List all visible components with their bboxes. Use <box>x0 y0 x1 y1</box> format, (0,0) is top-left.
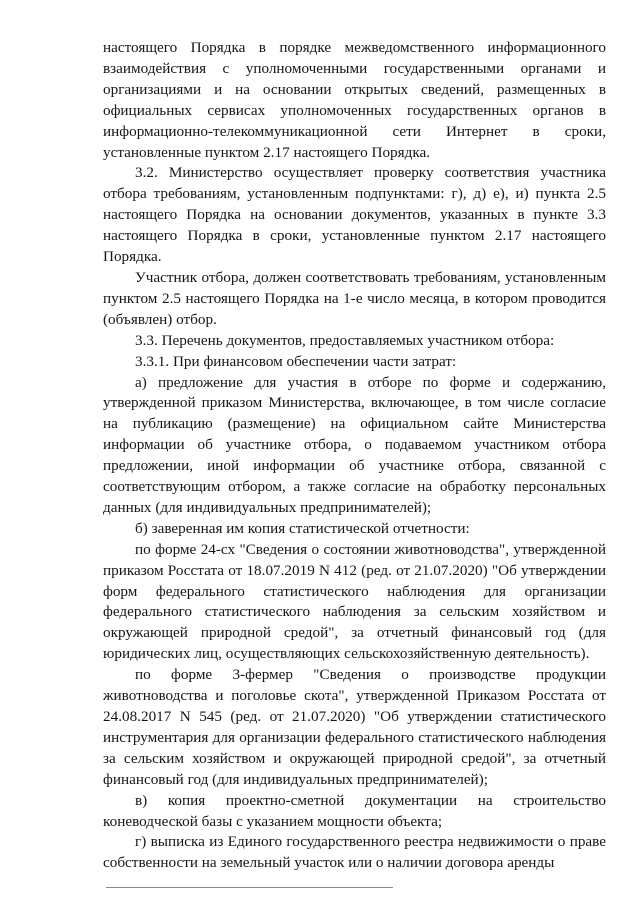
paragraph-item-b: б) заверенная им копия статистической отчетности: <box>135 519 470 537</box>
paragraph-item-v: в) копия проектно-сметной документации на строительство коневодческой базы с указанием мощности объекта; <box>103 791 606 830</box>
paragraph-form-3-fermer: по форме 3-фермер "Сведения о производстве продукции животноводства и поголовье скота", утвержденной Приказом Росстата от 24.08.2017 N 545 (ред. от 21.07.2020) "Об утверждении статистического инструментария для организации федерального статистического наблюдения за сельским хозяйством и окружающей природной средой", за отчетный финансовый год (для индивидуальных предпринимателей); <box>103 666 606 788</box>
paragraph-3-3-1: 3.3.1. При финансовом обеспечении части затрат: <box>135 352 457 370</box>
footnote-divider <box>106 887 393 888</box>
paragraph-3-3: 3.3. Перечень документов, предоставляемых участником отбора: <box>135 331 555 349</box>
paragraph-item-g: г) выписка из Единого государственного реестра недвижимости о праве собственности на земельный участок или о наличии договора аренды <box>103 833 606 872</box>
paragraph-form-24-sh: по форме 24-сх "Сведения о состоянии животноводства", утвержденной приказом Росстата от 18.07.2019 N 412 (ред. от 21.07.2020) "Об утверждении форм федерального статистического наблюдения для организации федерального статистического наблюдения за сельским хозяйством и окружающей природной средой", за отчетный финансовый год (для юридических лиц, осуществляющих сельскохозяйственную деятельность). <box>103 540 606 663</box>
paragraph-item-a: а) предложение для участия в отборе по форме и содержанию, утвержденной приказом Министерства, включающее, в том числе согласие на публикацию (размещение) на официальном сайте Министерства информации об участнике отбора, о подаваемом участником отбора предложении, иной информации об участнике отбора, связанной с соответствующим отбором, а также согласие на обработку персональных данных (для индивидуальных предпринимателей); <box>103 373 606 516</box>
paragraph-continuation: настоящего Порядка в порядке межведомственного информационного взаимодействия с уполномоченными государственными органами и организациями и на основании открытых сведений, размещенных в официальных сервисах уполномоченных государственных органов в информационно-телекоммуникационной сети Интернет в сроки, установленные пунктом 2.17 настоящего Порядка. <box>103 39 606 161</box>
document-body <box>103 38 606 874</box>
paragraph-participant-requirements: Участник отбора, должен соответствовать требованиям, установленным пунктом 2.5 настоящего Порядка на 1-е число месяца, в котором проводится (объявлен) отбор. <box>103 268 606 328</box>
paragraph-3-2: 3.2. Министерство осуществляет проверку соответствия участника отбора требованиям, установленным подпунктами: г), д) е), и) пункта 2.5 настоящего Порядка на основании документов, указанных в пункте 3.3 настоящего Порядка в сроки, установленные пунктом 2.17 настоящего Порядка. <box>103 164 606 266</box>
